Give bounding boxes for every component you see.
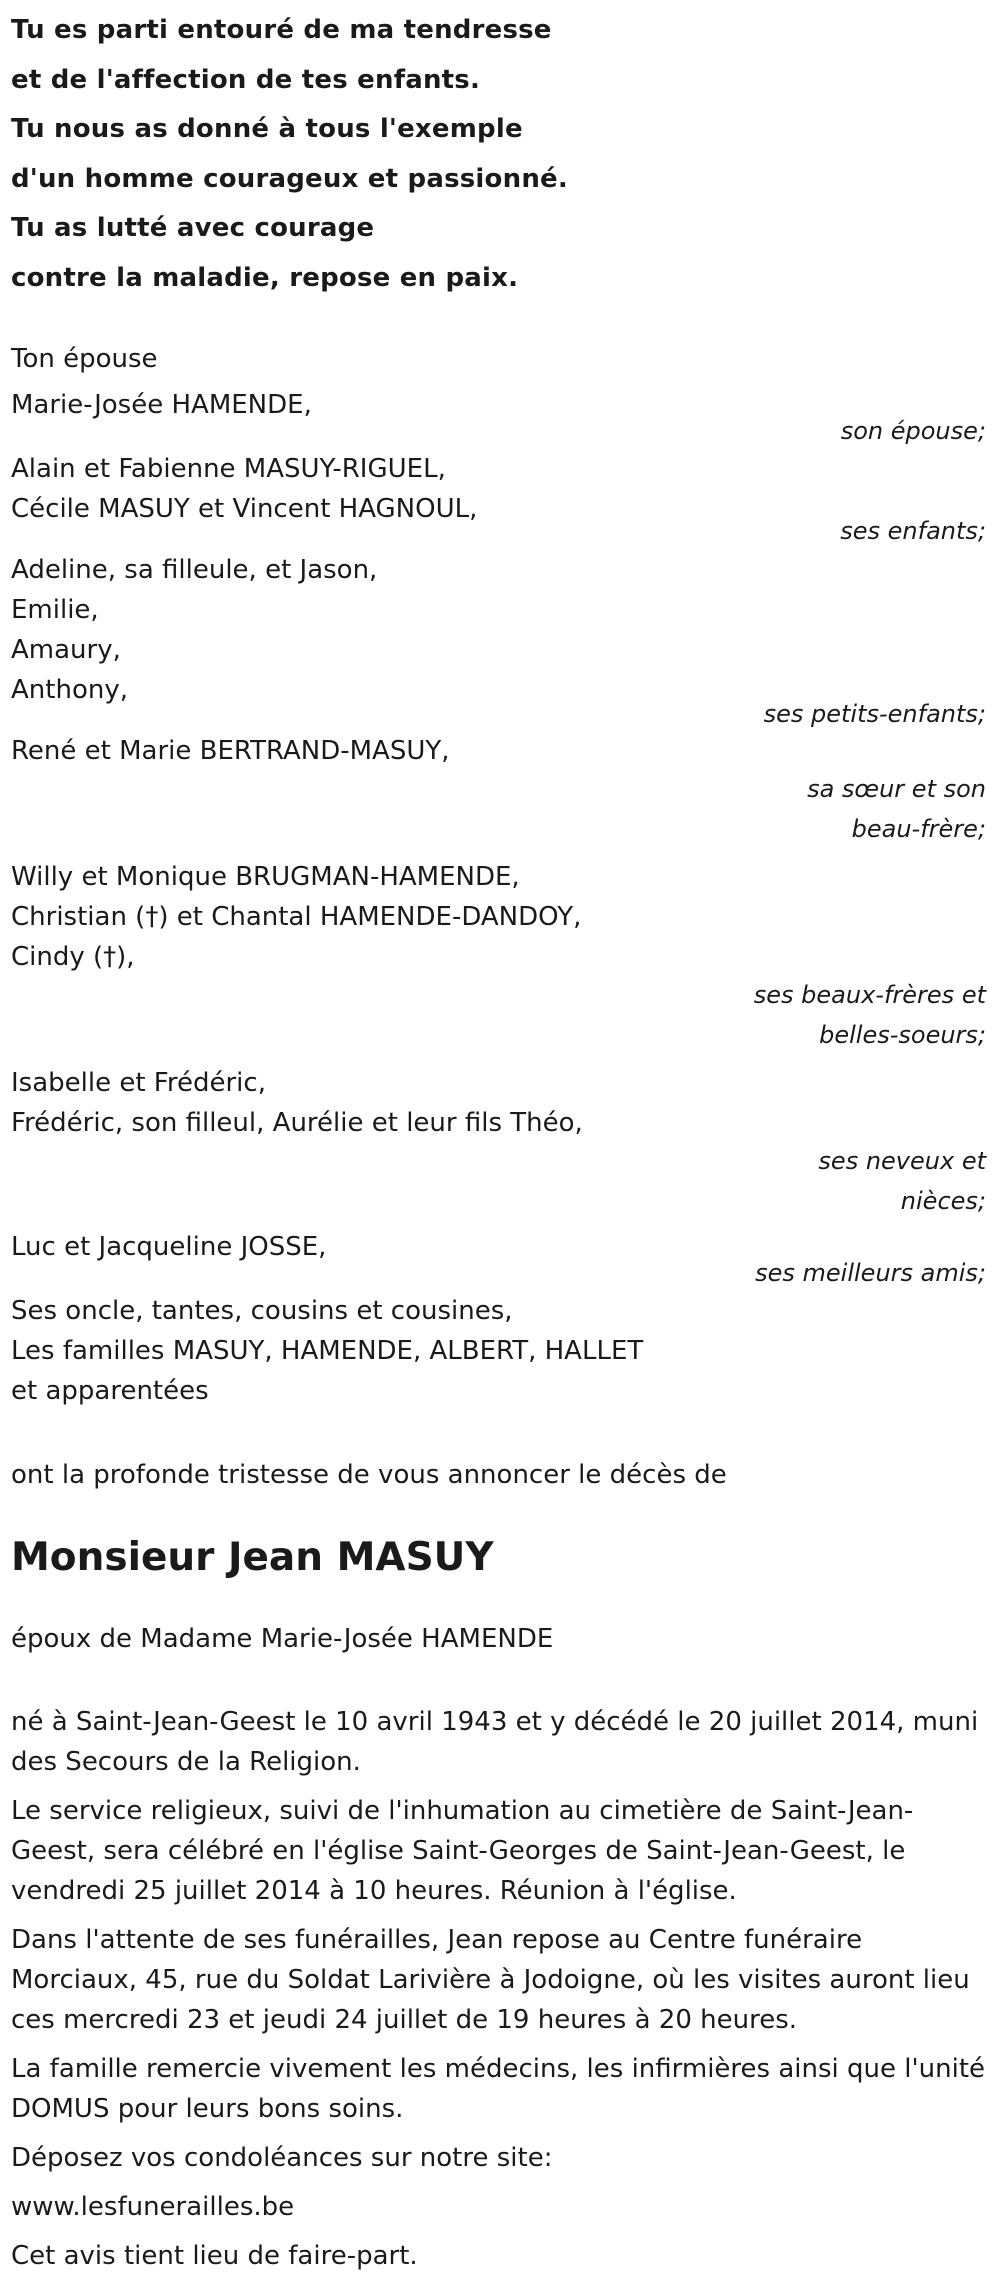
family-group-grandchildren [11,550,986,734]
family-names [11,550,986,710]
family-name-line: Christian (†) et Chantal HAMENDE-DANDOY, [11,902,582,932]
relation-line: beau-frère; [851,815,986,843]
poem-line: contre la maladie, repose en paix. [11,262,519,293]
family-name-line: Luc et Jacqueline JOSSE, [11,1232,327,1262]
relation-line: sa sœur et son [807,775,986,803]
extended-family-line: Ses oncle, tantes, cousins et cousines, [11,1296,513,1326]
family-group-friends [11,1227,986,1293]
family-group-sibling [11,731,986,849]
deceased-name: Monsieur Jean MASUY [11,1535,494,1580]
family-name-line: Cécile MASUY et Vincent HAGNOUL, [11,494,478,524]
family-names [11,1063,986,1143]
family-name-line: Anthony, [11,675,128,705]
relation-line: ses neveux et [818,1147,986,1175]
family-names [11,857,986,977]
family-group-in-laws [11,857,986,1055]
extended-family-line: et apparentées [11,1376,209,1406]
family-name-line: Cindy (†), [11,942,135,972]
poem-line: et de l'affection de tes enfants. [11,64,481,95]
condolences-paragraph: Déposez vos condoléances sur notre site: [11,2143,553,2173]
family-name-line: Adeline, sa filleule, et Jason, [11,555,378,585]
poem-line: Tu es parti entouré de ma tendresse [11,15,552,45]
family-name-line: Willy et Monique BRUGMAN-HAMENDE, [11,862,520,892]
service-paragraph: Le service religieux, suivi de l'inhumation au cimetière de Saint-Jean-Geest, sera célébré en l'église Saint-Georges de Saint-Jean-Geest, le vendredi 25 juillet 2014 à 10 heures. Réunion à l'église. [11,1796,914,1906]
family-name-line: René et Marie BERTRAND-MASUY, [11,736,450,766]
relation-label [11,975,986,1055]
thanks-paragraph: La famille remercie vivement les médecins, les infirmières ainsi que l'unité DOMUS pour leurs bons soins. [11,2054,986,2124]
poem [11,6,986,303]
relation-line: son épouse; [840,417,986,445]
family-group-children [11,449,986,551]
family-name-line: Isabelle et Frédéric, [11,1068,266,1098]
relation-label [11,769,986,849]
family-name-line: Emilie, [11,595,99,625]
relation-line: ses meilleurs amis; [755,1259,986,1287]
poem-line: Tu nous as donné à tous l'exemple [11,114,523,144]
relation-line: ses beaux-frères et [753,981,986,1009]
relation-label [11,1141,986,1221]
relation-label [11,694,986,734]
obituary-notice [11,0,986,2276]
family-name-line: Amaury, [11,635,121,665]
spouse-line: époux de Madame Marie-Josée HAMENDE [11,1624,554,1654]
family-name-line: Alain et Fabienne MASUY-RIGUEL, [11,454,446,484]
family-name-line: Marie-Josée HAMENDE, [11,390,312,420]
relation-line: ses enfants; [840,517,986,545]
announcement: ont la profonde tristesse de vous annoncer le décès de [11,1460,727,1490]
closing-note: Cet avis tient lieu de faire-part. [11,2241,418,2271]
poem-line: Tu as lutté avec courage [11,213,375,243]
birth-death-paragraph: né à Saint-Jean-Geest le 10 avril 1943 et y décédé le 20 juillet 2014, muni des Secours de la Religion. [11,1707,979,1777]
family-group-spouse [11,385,986,451]
family-names [11,731,986,771]
intro-text: Ton épouse [11,344,158,374]
website-link[interactable]: www.lesfunerailles.be [11,2192,295,2222]
family-name-line: Frédéric, son filleul, Aurélie et leur fils Théo, [11,1108,583,1138]
relation-line: belles-soeurs; [819,1021,986,1049]
family-group-nephews [11,1063,986,1221]
relation-line: ses petits-enfants; [763,700,986,728]
visitation-paragraph: Dans l'attente de ses funérailles, Jean repose au Centre funéraire Morciaux, 45, rue du Soldat Larivière à Jodoigne, où les visites auront lieu ces mercredi 23 et jeudi 24 juillet de 19 heures à 20 heures. [11,1925,970,2035]
extended-family-line: Les familles MASUY, HAMENDE, ALBERT, HALLET [11,1336,644,1366]
poem-line: d'un homme courageux et passionné. [11,163,568,194]
relation-line: nièces; [900,1187,986,1215]
extended-family [11,1291,986,1411]
